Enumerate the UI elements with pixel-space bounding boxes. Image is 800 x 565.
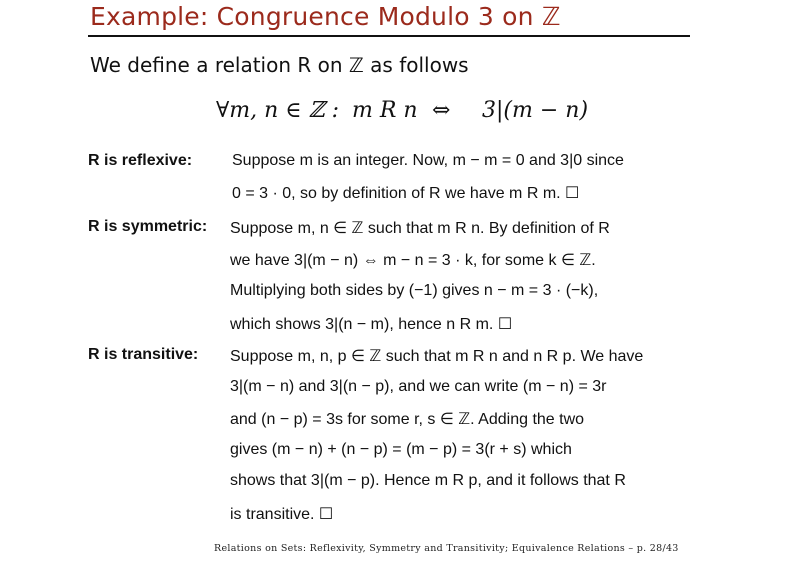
reflexive-line-2: 0 = 3 · 0, so by definition of R we have m R m. ☐: [232, 185, 580, 202]
slide-title: Example: Congruence Modulo 3 on ℤ: [90, 2, 561, 31]
symmetric-line-2: we have 3|(m − n) ⇔ m − n = 3 · k, for some k ∈ ℤ.: [230, 252, 596, 269]
symmetric-line-3: Multiplying both sides by (−1) gives n − m = 3 · (−k),: [230, 282, 599, 299]
symmetric-line-1: Suppose m, n ∈ ℤ such that m R n. By definition of R: [230, 220, 610, 237]
transitive-line-6: is transitive. ☐: [230, 506, 334, 523]
definition-iff: ⇔: [432, 98, 451, 123]
intro-text: We define a relation R on ℤ as follows: [90, 53, 469, 77]
transitive-line-5: shows that 3|(m − p). Hence m R p, and it follows that R: [230, 472, 626, 489]
transitive-line-1: Suppose m, n, p ∈ ℤ such that m R n and n R p. We have: [230, 348, 644, 365]
symmetric-line-4: which shows 3|(n − m), hence n R m. ☐: [230, 316, 513, 333]
definition-left: m R n: [352, 98, 418, 123]
title-underline: [88, 35, 690, 37]
symmetric-label: R is symmetric:: [88, 218, 208, 235]
reflexive-label: R is reflexive:: [88, 152, 193, 169]
definition-right: 3|(m − n): [482, 98, 589, 123]
slide-footer: Relations on Sets: Reflexivity, Symmetry and Transitivity; Equivalence Relations – p. 28/43: [214, 543, 679, 554]
transitive-line-2: 3|(m − n) and 3|(n − p), and we can write (m − n) = 3r: [230, 378, 607, 395]
transitive-label: R is transitive:: [88, 346, 199, 363]
transitive-line-4: gives (m − n) + (n − p) = (m − p) = 3(r + s) which: [230, 441, 572, 458]
transitive-line-3: and (n − p) = 3s for some r, s ∈ ℤ. Adding the two: [230, 411, 585, 428]
reflexive-line-1: Suppose m is an integer. Now, m − m = 0 and 3|0 since: [232, 152, 624, 169]
definition-quantifier: ∀m, n ∈ ℤ :: [216, 98, 340, 123]
